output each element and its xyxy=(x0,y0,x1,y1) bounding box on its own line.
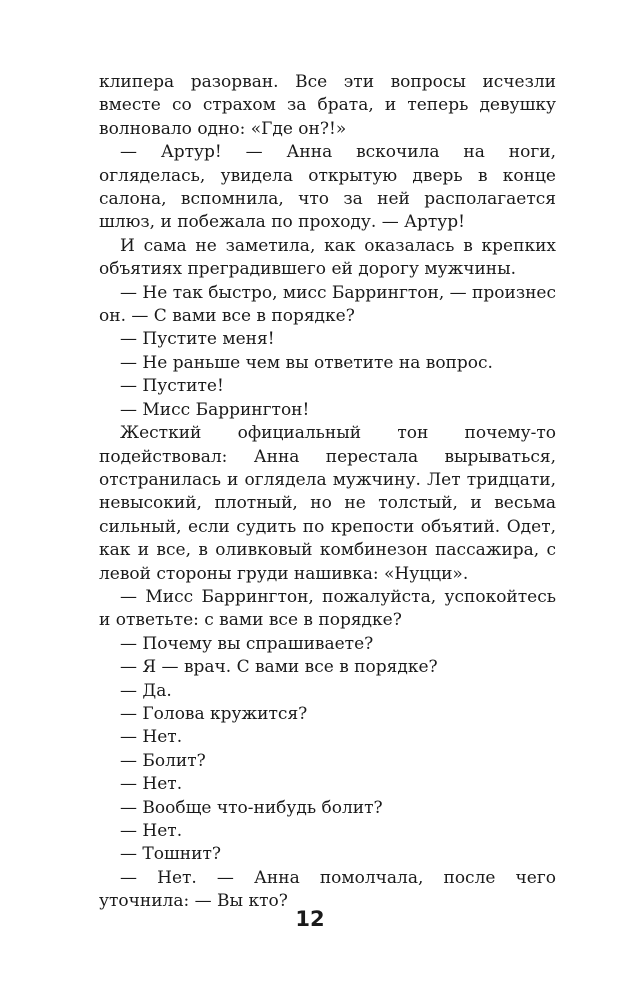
paragraph: — Не так быстро, мисс Баррингтон, — произнес он. — С вами все в порядке? xyxy=(99,282,556,327)
paragraph: — Нет. xyxy=(120,727,183,748)
paragraph: Жесткий официальный тон почему-то подействовал: Анна перестала вырываться, отстранилась и оглядела мужчину. Лет тридцати, невысокий, плотный, но не толстый, и весьма сильный, если судить по крепости объятий. Одет, как и все, в оливковый комбинезон пассажира, с левой стороны груди нашивка: «Нуцци». xyxy=(99,423,556,584)
paragraph: — Я — врач. С вами все в порядке? xyxy=(120,657,438,678)
paragraph: — Голова кружится? xyxy=(120,703,308,724)
page-number: 12 xyxy=(295,907,325,931)
paragraph: — Нет. — Анна помолчала, после чего уточнила: — Вы кто? xyxy=(99,867,556,912)
paragraph: — Нет. xyxy=(120,774,183,795)
paragraph: — Вообще что-нибудь болит? xyxy=(120,797,383,818)
paragraph: — Артур! — Анна вскочила на ноги, огляделась, увидела открытую дверь в конце салона, вспомнила, что за ней располагается шлюз, и побежала по проходу. — Артур! xyxy=(99,142,556,233)
body-text xyxy=(99,71,556,914)
paragraph: — Мисс Баррингтон, пожалуйста, успокойтесь и ответьте: с вами все в порядке? xyxy=(99,586,556,631)
paragraph: — Пустите меня! xyxy=(120,329,275,350)
paragraph: — Болит? xyxy=(120,750,206,771)
paragraph: клипера разорван. Все эти вопросы исчезли вместе со страхом за брата, и теперь девушку волновало одно: «Где он?!» xyxy=(99,72,556,139)
paragraph: И сама не заметила, как оказалась в крепких объятиях преградившего ей дорогу мужчины. xyxy=(99,235,556,280)
paragraph: — Пустите! xyxy=(120,376,224,397)
paragraph: — Мисс Баррингтон! xyxy=(120,399,310,420)
paragraph: — Почему вы спрашиваете? xyxy=(120,633,374,654)
paragraph: — Нет. xyxy=(120,821,183,841)
paragraph: — Тошнит? xyxy=(120,844,221,865)
paragraph: — Не раньше чем вы ответите на вопрос. xyxy=(120,352,493,373)
paragraph: — Да. xyxy=(120,680,172,701)
